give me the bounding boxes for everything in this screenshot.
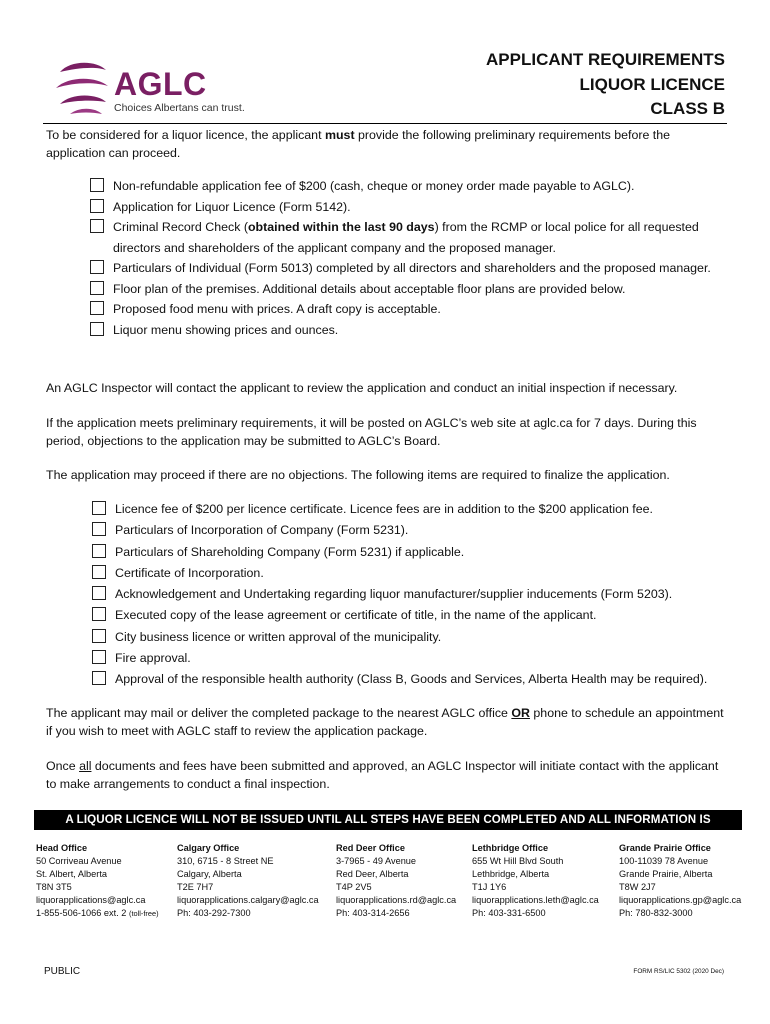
checklist-item-emphasis: obtained within the last 90 days: [247, 220, 435, 234]
office-address: 50 Corriveau Avenue: [36, 856, 122, 867]
logo-wordmark: AGLC: [114, 66, 207, 102]
intro-emphasis: must: [324, 128, 355, 142]
checklist-item: [92, 563, 732, 584]
office-postal: T8N 3T5: [36, 882, 72, 893]
office-city: Red Deer, Alberta: [336, 869, 409, 880]
checklist-item-label: ) from the RCMP or local police for all requested directors and shareholders of the applicant company and the proposed manager.: [113, 220, 699, 255]
office-address: 310, 6715 - 8 Street NE: [177, 856, 274, 867]
office-phone: Ph: 403-314-2656: [336, 908, 410, 919]
office-email[interactable]: liquorapplications@aglc.ca: [36, 895, 146, 906]
office-phone: Ph: 780-832-3000: [619, 908, 693, 919]
intro-text-1: To be considered for a liquor licence, the applicant: [46, 128, 325, 142]
document-title: [486, 48, 725, 122]
office-email[interactable]: liquorapplications.gp@aglc.ca: [619, 895, 742, 906]
office-address: 3-7965 - 49 Avenue: [336, 856, 417, 867]
office-phone: [36, 907, 159, 920]
checklist-item-label: Licence fee of $200 per licence certificate. Licence fees are in addition to the $200 application fee.: [115, 502, 653, 516]
office-postal: T4P 2V5: [336, 882, 372, 893]
office-phone: Ph: 403-331-6500: [472, 908, 546, 919]
checklist-item-label: Fire approval.: [115, 651, 191, 666]
once-text-1: Once: [46, 759, 80, 773]
checklist-item: [92, 520, 732, 541]
office-name: Lethbridge Office: [472, 843, 549, 853]
checklist-item-label: City business licence or written approval of the municipality.: [115, 629, 442, 644]
checklist-item-label: Proposed food menu with prices. A draft copy is acceptable.: [113, 302, 441, 316]
checklist-item-label: Application for Liquor Licence (Form 5142).: [113, 199, 351, 214]
office-name: Grande Prairie Office: [619, 843, 711, 853]
office-postal: T1J 1Y6: [472, 882, 507, 893]
checklist-item-label: Acknowledgement and Undertaking regarding liquor manufacturer/supplier inducements (Form 5203).: [115, 587, 673, 602]
checkbox[interactable]: [92, 544, 106, 558]
mail-emphasis: OR: [511, 706, 530, 720]
office-city: Lethbridge, Alberta: [472, 869, 550, 880]
checklist-item: [90, 279, 730, 300]
checklist-item-label: Certificate of Incorporation.: [115, 565, 264, 580]
checklist-item-label: Approval of the responsible health authority (Class B, Goods and Services, Alberta Health may be required).: [115, 672, 708, 687]
once-text-2: documents and fees have been submitted and approved, an AGLC Inspector will initiate contact with the applicant to make arrangements to conduct a final inspection.: [46, 759, 719, 791]
office-city: Calgary, Alberta: [177, 869, 242, 880]
checklist-item-label: Liquor menu showing prices and ounces.: [113, 322, 339, 337]
checklist-item-label: Executed copy of the lease agreement or certificate of title, in the name of the applicant.: [115, 608, 597, 623]
office-lethbridge: [472, 842, 599, 921]
checkbox[interactable]: [90, 260, 104, 274]
office-postal: T2E 7H7: [177, 882, 214, 893]
checkbox[interactable]: [92, 650, 106, 664]
office-city: St. Albert, Alberta: [36, 869, 107, 880]
checkbox[interactable]: [90, 219, 104, 233]
checklist-item: [92, 648, 732, 669]
office-address: 100-11039 78 Avenue: [619, 856, 709, 867]
aglc-logo: [52, 58, 252, 118]
checklist-item: [90, 176, 730, 197]
checklist-item: [92, 669, 732, 690]
checkbox[interactable]: [90, 199, 104, 213]
mail-text-2: phone to schedule an appointment if you wish to meet with AGLC staff to review the application package.: [46, 706, 724, 738]
finalize-paragraph: The application may proceed if there are no objections. The following items are required to finalize the application.: [46, 468, 670, 482]
office-postal: T8W 2J7: [619, 882, 656, 893]
header-divider: [43, 123, 727, 124]
checkbox[interactable]: [90, 301, 104, 315]
office-name: Calgary Office: [177, 843, 240, 853]
posting-paragraph: If the application meets preliminary requirements, it will be posted on AGLC’s web site at aglc.ca for 7 days. During this period, objections to the application may be submitted to AGLC’s Board.: [46, 416, 697, 448]
checklist-item-label: Particulars of Individual (Form 5013) completed by all directors and shareholders and the proposed manager.: [113, 261, 711, 275]
checkbox[interactable]: [92, 522, 106, 536]
checkbox[interactable]: [92, 607, 106, 621]
office-email[interactable]: liquorapplications.calgary@aglc.ca: [177, 895, 319, 906]
checklist-item-label: Particulars of Shareholding Company (Form 5231) if applicable.: [115, 544, 465, 559]
checklist-item: [90, 299, 730, 320]
checklist-item: [92, 499, 732, 520]
checkbox[interactable]: [92, 501, 106, 515]
checklist-item: [92, 605, 732, 626]
once-emphasis: all: [79, 759, 92, 773]
office-city: Grande Prairie, Alberta: [619, 869, 713, 880]
aglc-logo-mark-icon: [52, 58, 112, 118]
checkbox[interactable]: [92, 629, 106, 643]
intro-text-2: provide the following preliminary requirements before the application can proceed.: [46, 128, 671, 160]
checklist-item: [92, 584, 732, 605]
checkbox[interactable]: [90, 281, 104, 295]
office-phone-number: 1-855-506-1066 ext. 2: [36, 908, 127, 919]
classification-label: PUBLIC: [44, 966, 81, 977]
logo-tagline: Choices Albertans can trust.: [114, 102, 245, 114]
checklist-item-label: Floor plan of the premises. Additional details about acceptable floor plans are provided below.: [113, 281, 626, 296]
office-head: [36, 842, 159, 921]
checkbox[interactable]: [90, 178, 104, 192]
office-name: Head Office: [36, 843, 88, 853]
office-phone-note: (toll-free): [128, 909, 159, 919]
office-name: Red Deer Office: [336, 843, 405, 853]
checklist-item: [90, 320, 730, 341]
checkbox[interactable]: [92, 586, 106, 600]
checklist-item-label: Non-refundable application fee of $200 (cash, cheque or money order made payable to AGLC).: [113, 179, 635, 193]
preliminary-checklist: [90, 176, 730, 340]
checklist-item: [92, 627, 732, 648]
intro-paragraph: [46, 126, 726, 162]
form-number: FORM RS/LIC 5302 (2020 Dec): [633, 968, 724, 975]
checkbox[interactable]: [92, 671, 106, 685]
office-red-deer: [336, 842, 456, 921]
office-phone: Ph: 403-292-7300: [177, 908, 251, 919]
office-email[interactable]: liquorapplications.rd@aglc.ca: [336, 895, 457, 906]
checklist-item-label: Criminal Record Check (: [113, 220, 248, 234]
finalize-checklist: [92, 499, 732, 691]
mail-text-1: The applicant may mail or deliver the completed package to the nearest AGLC office: [46, 706, 512, 720]
title-line-1: APPLICANT REQUIREMENTS: [486, 50, 725, 69]
once-paragraph: [46, 757, 726, 793]
title-line-3: CLASS B: [650, 99, 725, 118]
office-grande-prairie: [619, 842, 741, 921]
office-address: 655 Wt Hill Blvd South: [472, 856, 564, 867]
warning-banner: A LIQUOR LICENCE WILL NOT BE ISSUED UNTIL ALL STEPS HAVE BEEN COMPLETED AND ALL INFORMATION IS PROVIDED: [34, 810, 742, 830]
checkbox[interactable]: [92, 565, 106, 579]
inspector-paragraph: An AGLC Inspector will contact the applicant to review the application and conduct an initial inspection if necessary.: [46, 381, 678, 395]
checklist-item: [90, 197, 730, 218]
office-calgary: [177, 842, 319, 921]
mail-paragraph: [46, 704, 726, 740]
checklist-item: [92, 542, 732, 563]
checklist-item: [90, 258, 730, 279]
checkbox[interactable]: [90, 322, 104, 336]
checklist-item: [90, 217, 730, 258]
title-line-2: LIQUOR LICENCE: [579, 74, 725, 94]
office-email[interactable]: liquorapplications.leth@aglc.ca: [472, 895, 599, 906]
checklist-item-label: Particulars of Incorporation of Company (Form 5231).: [115, 523, 409, 538]
